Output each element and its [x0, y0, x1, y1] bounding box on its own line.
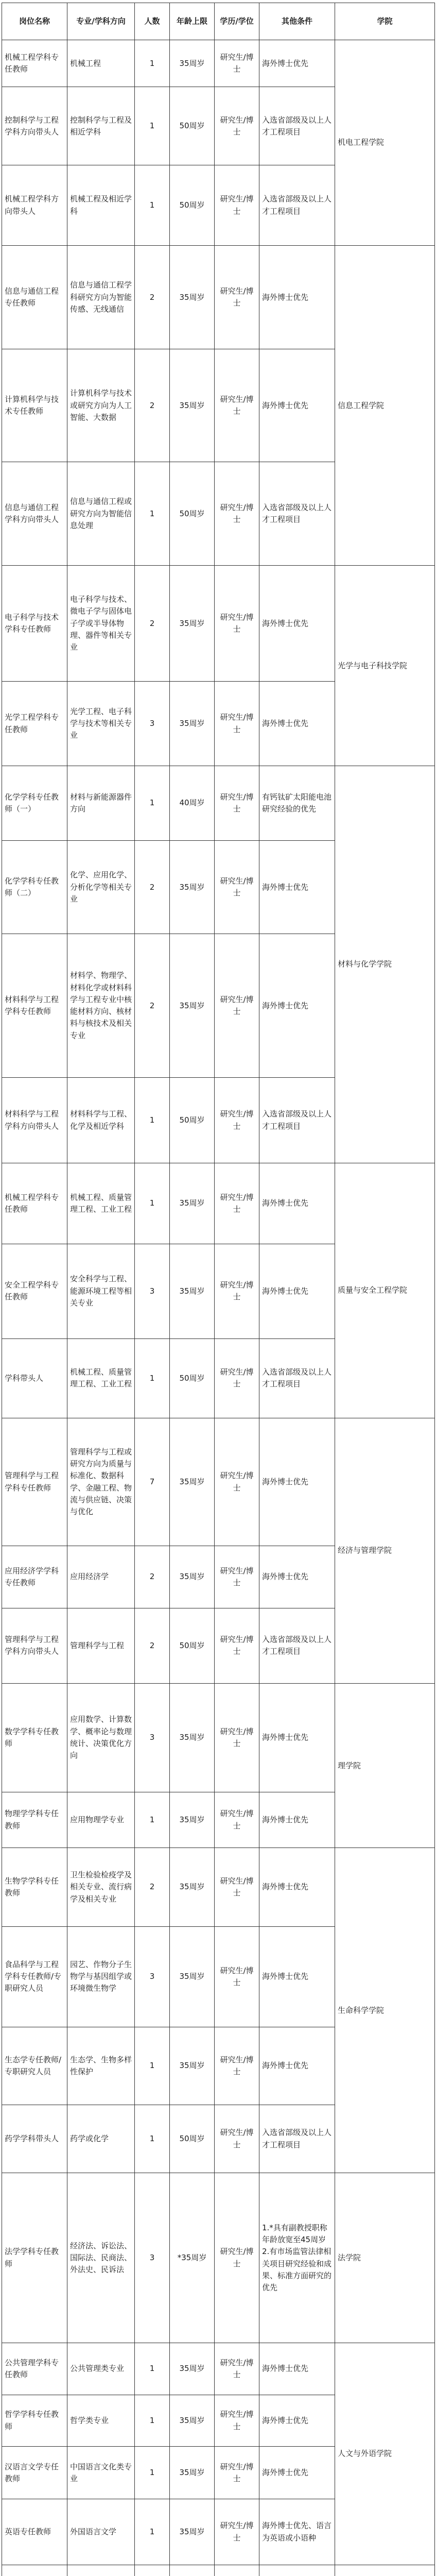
cell-age-limit: 50周岁 — [170, 165, 215, 246]
cell-major: 材料学、物理学、材料化学或材料科学与工程专业中核能材料方向、核材料与核技术及相关专业 — [67, 934, 135, 1078]
cell-age-limit: 50周岁 — [170, 462, 215, 566]
cell-education: 研究生/博士 — [215, 1546, 259, 1608]
cell-conditions: 海外博士优先 — [259, 1244, 335, 1338]
cell-major: 药学或化学 — [67, 2105, 135, 2173]
cell-age-limit: 35周岁 — [170, 1683, 215, 1792]
cell-conditions: 入选省部级及以上人才工程项目 — [259, 462, 335, 566]
cell-count: 1 — [135, 766, 170, 840]
header-count: 人数 — [135, 3, 170, 40]
cell-major: 哲学类专业 — [67, 2395, 135, 2447]
cell-education: 研究生/博士 — [215, 934, 259, 1078]
cell-education: 研究生/博士 — [215, 2027, 259, 2105]
cell-count: 2 — [135, 566, 170, 682]
cell-major: 化学、应用化学、分析化学等相关专业 — [67, 841, 135, 934]
cell-post-title: 法学学科专任教师 — [2, 2173, 67, 2343]
cell-post-title: 控制科学与工程学科方向带头人 — [2, 87, 67, 165]
cell-count: 3 — [135, 1244, 170, 1338]
cell-education: 研究生/博士 — [215, 1683, 259, 1792]
table-header-row — [2, 3, 435, 40]
cell-age-limit: 35周岁 — [170, 1163, 215, 1244]
cell-count: 1 — [135, 2105, 170, 2173]
cell-education: 研究生/博士 — [215, 1338, 259, 1418]
table-row — [2, 246, 435, 349]
cell-education: 研究生/博士 — [215, 1848, 259, 1926]
cell-count: 1 — [135, 1077, 170, 1163]
cell-count: 2 — [135, 841, 170, 934]
cell-conditions — [259, 2565, 335, 2576]
cell-conditions: 海外博士优先 — [259, 841, 335, 934]
cell-post-title: 生态学专任教师/专职研究人员 — [2, 2027, 67, 2105]
cell-post-title: 信息与通信工程学科方向带头人 — [2, 462, 67, 566]
cell-major: 机械工程 — [67, 40, 135, 87]
cell-post-title — [2, 2565, 67, 2576]
table-row — [2, 2565, 435, 2576]
cell-school: 法学院 — [335, 2173, 435, 2343]
cell-school — [335, 2565, 435, 2576]
cell-age-limit: 35周岁 — [170, 1848, 215, 1926]
cell-age-limit: 35周岁 — [170, 682, 215, 766]
cell-count: 1 — [135, 2343, 170, 2395]
cell-education: 研究生/博士 — [215, 841, 259, 934]
cell-major: 中国语言文化类专业 — [67, 2447, 135, 2499]
cell-education: 研究生/博士 — [215, 2173, 259, 2343]
cell-school: 质量与安全工程学院 — [335, 1163, 435, 1418]
cell-major: 园艺、作物分子生物学与基因组学或环境微生物学 — [67, 1926, 135, 2027]
cell-major: 材料科学与工程、化学及相近学科 — [67, 1077, 135, 1163]
table-row — [2, 766, 435, 840]
cell-age-limit: 35周岁 — [170, 566, 215, 682]
cell-education: 研究生/博士 — [215, 1244, 259, 1338]
cell-conditions: 海外博士优先 — [259, 2027, 335, 2105]
cell-conditions: 海外博士优先 — [259, 1848, 335, 1926]
cell-education: 研究生/博士 — [215, 462, 259, 566]
cell-count: 3 — [135, 1926, 170, 2027]
cell-education: 研究生/博士 — [215, 2499, 259, 2565]
cell-major: 管理科学与工程或研究方向为质量与标准化、数据科学、金融工程、物流与供应链、决策与优化 — [67, 1418, 135, 1546]
cell-major: 电子科学与技术、微电子学与固体电子学或半导体物理、器件等相关专业 — [67, 566, 135, 682]
cell-count: 1 — [135, 1338, 170, 1418]
header-age: 年龄上限 — [170, 3, 215, 40]
cell-conditions: 入选省部级及以上人才工程项目 — [259, 1338, 335, 1418]
cell-age-limit: 35周岁 — [170, 1546, 215, 1608]
cell-major: 控制科学与工程及相近学科 — [67, 87, 135, 165]
cell-age-limit — [170, 2565, 215, 2576]
header-school: 学院 — [335, 3, 435, 40]
cell-post-title: 应用经济学学科专任教师 — [2, 1546, 67, 1608]
cell-post-title: 哲学学科专任教师 — [2, 2395, 67, 2447]
cell-conditions: 入选省部级及以上人才工程项目 — [259, 165, 335, 246]
cell-conditions: 海外博士优先 — [259, 2343, 335, 2395]
cell-post-title: 安全工程学科专任教师 — [2, 1244, 67, 1338]
cell-age-limit: 50周岁 — [170, 1608, 215, 1683]
cell-major: 材料与新能源器件方向 — [67, 766, 135, 840]
cell-post-title: 公共管理学科专任教师 — [2, 2343, 67, 2395]
cell-school: 材料与化学学院 — [335, 766, 435, 1163]
table-row — [2, 566, 435, 682]
cell-major: 管理科学与工程 — [67, 1608, 135, 1683]
table-row — [2, 40, 435, 87]
cell-conditions: 海外博士优先 — [259, 1926, 335, 2027]
cell-major: 机械工程、质量管理工程、工业工程 — [67, 1163, 135, 1244]
cell-count: 3 — [135, 682, 170, 766]
cell-education: 研究生/博士 — [215, 2343, 259, 2395]
cell-conditions: 海外博士优先 — [259, 246, 335, 349]
cell-count: 1 — [135, 165, 170, 246]
cell-age-limit: 35周岁 — [170, 2343, 215, 2395]
cell-count: 1 — [135, 1792, 170, 1848]
cell-age-limit: 40周岁 — [170, 766, 215, 840]
cell-age-limit: 35周岁 — [170, 40, 215, 87]
cell-major: 机械工程及相近学科 — [67, 165, 135, 246]
cell-major: 机械工程、质量管理工程、工业工程 — [67, 1338, 135, 1418]
cell-age-limit: 35周岁 — [170, 246, 215, 349]
table-row — [2, 1418, 435, 1546]
cell-major: 公共管理类专业 — [67, 2343, 135, 2395]
cell-education: 研究生/博士 — [215, 246, 259, 349]
cell-age-limit: 35周岁 — [170, 841, 215, 934]
cell-post-title: 材料科学与工程学科方向带头人 — [2, 1077, 67, 1163]
cell-major: 应用经济学 — [67, 1546, 135, 1608]
cell-post-title: 电子科学与技术学科专任教师 — [2, 566, 67, 682]
cell-count: 2 — [135, 1546, 170, 1608]
cell-post-title: 管理科学与工程学科专任教师 — [2, 1418, 67, 1546]
cell-post-title: 光学工程学科专任教师 — [2, 682, 67, 766]
cell-education: 研究生/博士 — [215, 682, 259, 766]
cell-age-limit: 35周岁 — [170, 934, 215, 1078]
table-row — [2, 1848, 435, 1926]
cell-education: 研究生/博士 — [215, 1077, 259, 1163]
cell-post-title: 机械工程学科专任教师 — [2, 40, 67, 87]
cell-education: 研究生/博士 — [215, 349, 259, 462]
cell-education: 研究生/博士 — [215, 1163, 259, 1244]
cell-conditions: 入选省部级及以上人才工程项目 — [259, 1077, 335, 1163]
cell-major: 光学工程、电子科学与技术等相关专业 — [67, 682, 135, 766]
cell-count: 3 — [135, 1683, 170, 1792]
cell-major: 外国语言文学 — [67, 2499, 135, 2565]
cell-age-limit: 35周岁 — [170, 2447, 215, 2499]
cell-education: 研究生/博士 — [215, 766, 259, 840]
table-row — [2, 2343, 435, 2395]
cell-conditions: 入选省部级及以上人才工程项目 — [259, 1608, 335, 1683]
cell-post-title: 计算机科学与技术专任教师 — [2, 349, 67, 462]
cell-count: 1 — [135, 2499, 170, 2565]
cell-post-title: 机械工程学科方向带头人 — [2, 165, 67, 246]
cell-conditions: 入选省部级及以上人才工程项目 — [259, 2105, 335, 2173]
cell-age-limit: 35周岁 — [170, 2027, 215, 2105]
cell-conditions: 海外博士优先 — [259, 2395, 335, 2447]
cell-count: 1 — [135, 2027, 170, 2105]
cell-major: 信息与通信工程或研究方向为智能信息处理 — [67, 462, 135, 566]
cell-major: 安全科学与工程、能源环境工程等相关专业 — [67, 1244, 135, 1338]
cell-conditions: 海外博士优先 — [259, 1418, 335, 1546]
cell-post-title: 信息与通信工程专任教师 — [2, 246, 67, 349]
cell-age-limit: 50周岁 — [170, 87, 215, 165]
cell-post-title: 药学学科带头人 — [2, 2105, 67, 2173]
cell-conditions: 入选省部级及以上人才工程项目 — [259, 87, 335, 165]
cell-major: 生态学、生物多样性保护 — [67, 2027, 135, 2105]
cell-conditions: 海外博士优先 — [259, 1792, 335, 1848]
cell-conditions: 海外博士优先 — [259, 682, 335, 766]
cell-education: 研究生/博士 — [215, 2105, 259, 2173]
cell-education: 研究生/博士 — [215, 566, 259, 682]
cell-age-limit: 50周岁 — [170, 1077, 215, 1163]
cell-post-title: 物理学学科专任教师 — [2, 1792, 67, 1848]
cell-major: 卫生检验检疫学及相关专业、流行病学及相关专业 — [67, 1848, 135, 1926]
cell-post-title: 化学学科专任教师（一） — [2, 766, 67, 840]
cell-school: 人文与外语学院 — [335, 2343, 435, 2565]
cell-major: 经济法、诉讼法、国际法、民商法、外法史、民诉法 — [67, 2173, 135, 2343]
cell-school: 理学院 — [335, 1683, 435, 1848]
cell-count: 2 — [135, 349, 170, 462]
cell-post-title: 机械工程学科专任教师 — [2, 1163, 67, 1244]
cell-education: 研究生/博士 — [215, 2395, 259, 2447]
cell-conditions: 海外博士优先 — [259, 1163, 335, 1244]
cell-count: 2 — [135, 934, 170, 1078]
cell-count: 1 — [135, 2447, 170, 2499]
cell-school: 机电工程学院 — [335, 40, 435, 246]
cell-major: 信息与通信工程学科研究方向为智能传感、无线通信 — [67, 246, 135, 349]
cell-count: 1 — [135, 2395, 170, 2447]
cell-conditions: 海外博士优先 — [259, 349, 335, 462]
cell-conditions: 海外博士优先 — [259, 1683, 335, 1792]
cell-school: 经济与管理学院 — [335, 1418, 435, 1684]
cell-count — [135, 2565, 170, 2576]
cell-age-limit: 50周岁 — [170, 2105, 215, 2173]
cell-age-limit: 35周岁 — [170, 349, 215, 462]
cell-education: 研究生/博士 — [215, 1608, 259, 1683]
cell-count: 3 — [135, 2173, 170, 2343]
cell-count: 2 — [135, 1608, 170, 1683]
recruitment-table — [2, 3, 435, 2576]
cell-post-title: 管理科学与工程学科方向带头人 — [2, 1608, 67, 1683]
cell-age-limit: 35周岁 — [170, 1418, 215, 1546]
header-major: 专业/学科方向 — [67, 3, 135, 40]
cell-count: 1 — [135, 1163, 170, 1244]
cell-major — [67, 2565, 135, 2576]
cell-count: 2 — [135, 1848, 170, 1926]
cell-school: 生命科学学院 — [335, 1848, 435, 2173]
cell-age-limit: 50周岁 — [170, 1338, 215, 1418]
cell-count: 2 — [135, 246, 170, 349]
cell-education: 研究生/博士 — [215, 1418, 259, 1546]
cell-post-title: 生物学学科专任教师 — [2, 1848, 67, 1926]
cell-education: 研究生/博士 — [215, 2447, 259, 2499]
cell-education: 研究生/博士 — [215, 165, 259, 246]
cell-education — [215, 2565, 259, 2576]
cell-post-title: 材料科学与工程学科专任教师 — [2, 934, 67, 1078]
cell-conditions: 海外博士优先、语言为英语或小语种 — [259, 2499, 335, 2565]
table-row — [2, 2173, 435, 2343]
cell-education: 研究生/博士 — [215, 1792, 259, 1848]
cell-education: 研究生/博士 — [215, 87, 259, 165]
cell-conditions: 海外博士优先 — [259, 2447, 335, 2499]
cell-age-limit: 35周岁 — [170, 1244, 215, 1338]
cell-post-title: 学科带头人 — [2, 1338, 67, 1418]
cell-major: 计算机科学与技术或研究方向为人工智能、大数据 — [67, 349, 135, 462]
cell-age-limit: 35周岁 — [170, 2499, 215, 2565]
header-cond: 其他条件 — [259, 3, 335, 40]
cell-post-title: 数学学科专任教师 — [2, 1683, 67, 1792]
cell-count: 1 — [135, 40, 170, 87]
cell-major: 应用物理学专业 — [67, 1792, 135, 1848]
cell-conditions: 1.*具有副教授职称年龄放宽至45周岁 2.有市场监管法律相关项目研究经验和成果、标准方面研究的优先 — [259, 2173, 335, 2343]
table-row — [2, 1683, 435, 1792]
cell-post-title: 英语专任教师 — [2, 2499, 67, 2565]
cell-school: 光学与电子科技学院 — [335, 566, 435, 766]
cell-school: 信息工程学院 — [335, 246, 435, 566]
header-title: 岗位名称 — [2, 3, 67, 40]
cell-age-limit: 35周岁 — [170, 1792, 215, 1848]
cell-age-limit: *35周岁 — [170, 2173, 215, 2343]
cell-post-title: 汉语言文学专任教师 — [2, 2447, 67, 2499]
cell-conditions: 海外博士优先 — [259, 934, 335, 1078]
cell-count: 7 — [135, 1418, 170, 1546]
cell-conditions: 海外博士优先 — [259, 1546, 335, 1608]
cell-conditions: 海外博士优先 — [259, 40, 335, 87]
cell-post-title: 化学学科专任教师（二） — [2, 841, 67, 934]
table-row — [2, 1163, 435, 1244]
cell-conditions: 海外博士优先 — [259, 566, 335, 682]
cell-count: 1 — [135, 87, 170, 165]
cell-education: 研究生/博士 — [215, 40, 259, 87]
cell-post-title: 食品科学与工程学科专任教师/专职研究人员 — [2, 1926, 67, 2027]
header-edu: 学历/学位 — [215, 3, 259, 40]
cell-count: 1 — [135, 462, 170, 566]
cell-age-limit: 35周岁 — [170, 1926, 215, 2027]
cell-major: 应用数学、计算数学、概率论与数理统计、决策优化方向 — [67, 1683, 135, 1792]
cell-conditions: 有钙钛矿太阳能电池研究经验的优先 — [259, 766, 335, 840]
cell-education: 研究生/博士 — [215, 1926, 259, 2027]
cell-age-limit: 35周岁 — [170, 2395, 215, 2447]
